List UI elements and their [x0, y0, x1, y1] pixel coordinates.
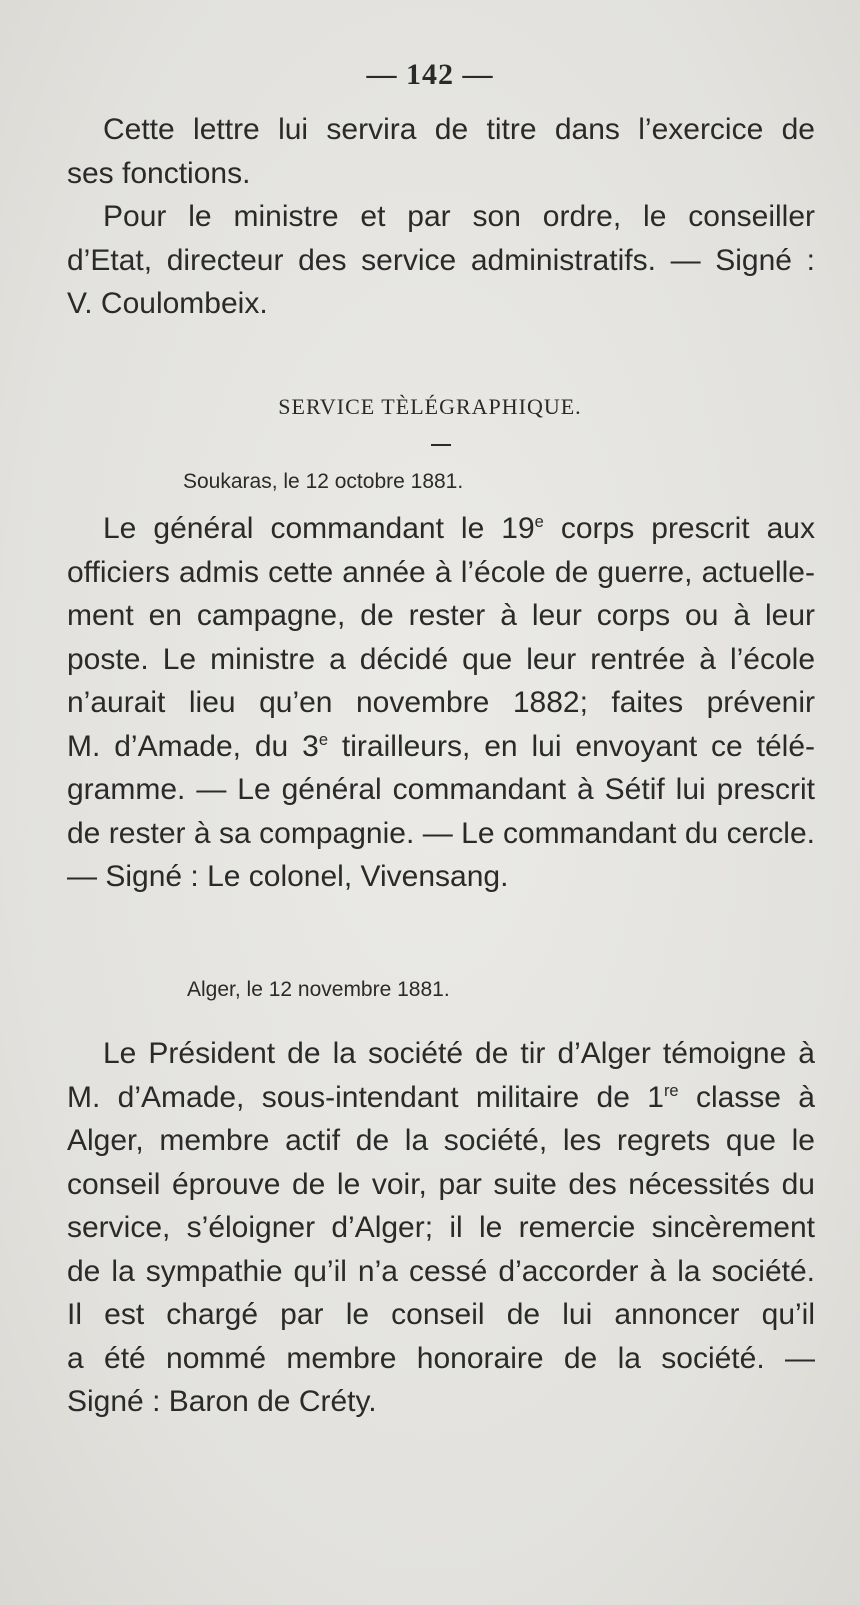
text-line: Le général commandant le 19e corps prescrit aux — [103, 512, 815, 545]
paragraph-letter-closing — [67, 108, 815, 326]
dateline-alger: Alger, le 12 novembre 1881. — [187, 978, 450, 1001]
text-line: de la sympathie qu’il n’a cessé d’accorder à la société. — [67, 1254, 815, 1288]
page-number: — 142 — — [366, 58, 494, 91]
text-line: ses fonctions. — [67, 156, 251, 190]
text-line: n’aurait lieu qu’en novembre 1882; faites prévenir — [67, 686, 815, 719]
text-line: a été nommé membre honoraire de la société. — — [67, 1341, 815, 1375]
paragraph-telegram — [67, 507, 815, 899]
text-line: Le Président de la société de tir d’Alger témoigne à — [103, 1037, 815, 1070]
text-line: M. d’Amade, sous-intendant militaire de 1re classe à — [67, 1080, 815, 1114]
text-line: Signé : Baron de Créty. — [67, 1385, 377, 1418]
text-line: — Signé : Le colonel, Vivensang. — [67, 860, 509, 893]
text-line: Cette lettre lui servira de titre dans l’exercice de — [103, 113, 815, 146]
text-line: Alger, membre actif de la société, les regrets que le — [67, 1124, 815, 1157]
text-line: conseil éprouve de le voir, par suite des nécessités du — [67, 1167, 815, 1201]
text-line: service, s’éloigner d’Alger; il le remercie sincèrement — [67, 1211, 815, 1244]
paragraph-shooting-society — [67, 1032, 815, 1424]
text-line: de rester à sa compagnie. — Le commandant du cercle. — [67, 816, 815, 850]
text-line: M. d’Amade, du 3e tirailleurs, en lui envoyant ce télé- — [67, 729, 816, 763]
text-line: V. Coulombeix. — [67, 287, 268, 320]
separator-dash — [431, 444, 451, 446]
superscript: e — [534, 513, 544, 531]
text-line: gramme. — Le général commandant à Sétif lui prescrit — [67, 773, 815, 806]
superscript: e — [318, 730, 329, 749]
text-line: ment en campagne, de rester à leur corps ou à leur — [67, 599, 815, 632]
text-line: Il est chargé par le conseil de lui annoncer qu’il — [67, 1298, 815, 1331]
section-heading: SERVICE TÈLÉGRAPHIQUE. — [278, 394, 582, 419]
dateline-soukaras: Soukaras, le 12 octobre 1881. — [183, 470, 464, 493]
text-line: poste. Le ministre a décidé que leur rentrée à l’école — [67, 642, 815, 676]
superscript: re — [663, 1081, 679, 1100]
text-line: officiers admis cette année à l’école de guerre, actuelle- — [67, 555, 815, 589]
text-line: d’Etat, directeur des service administratifs. — Signé : — [67, 243, 815, 277]
text-line: Pour le ministre et par son ordre, le conseiller — [103, 200, 815, 233]
